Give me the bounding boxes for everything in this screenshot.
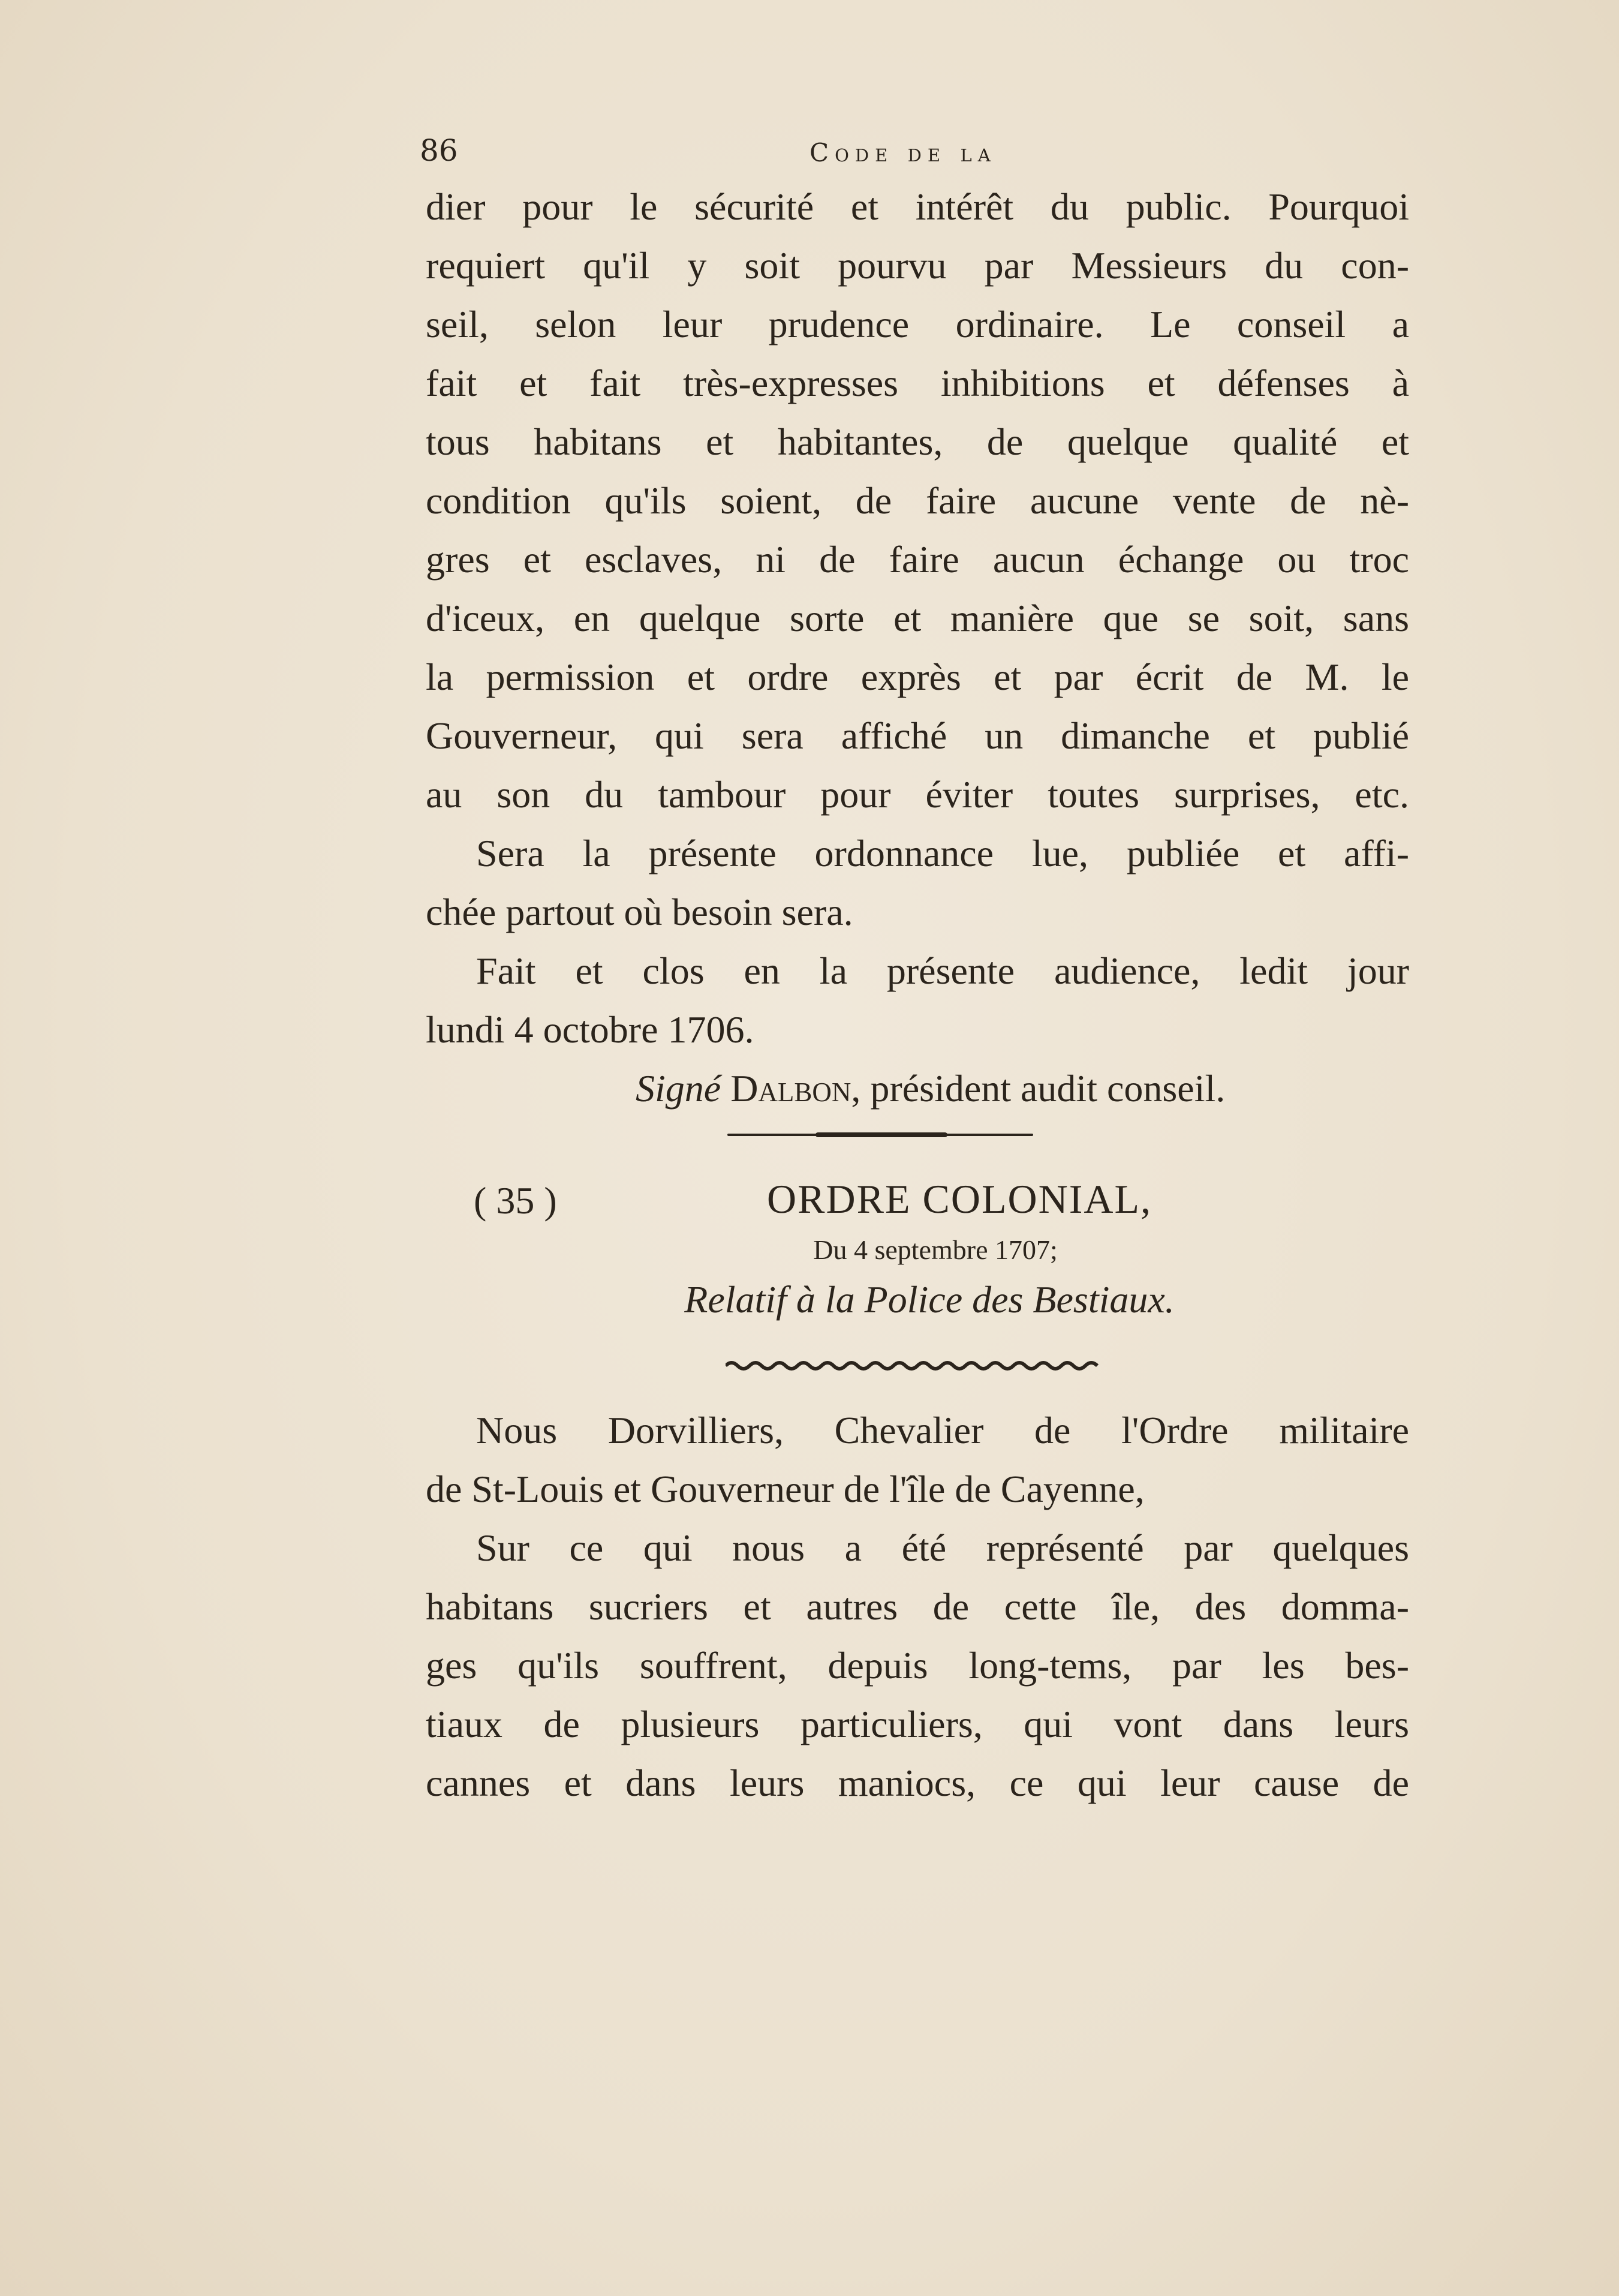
article-line: tiaux de plusieurs particuliers, qui vont dans leurs [426,1703,1409,1745]
article-line: habitans sucriers et autres de cette île, des domma- [426,1585,1409,1628]
text-line: Sera la présente ordonnance lue, publiée et affi- [476,832,1409,874]
article-subject: Relatif à la Police des Bestiaux. [684,1278,1175,1321]
text-line: seil, selon leur prudence ordinaire. Le conseil a [426,303,1409,345]
text-line: d'iceux, en quelque sorte et manière que se soit, sans [426,597,1409,639]
text-line: chée partout où besoin sera. [426,891,853,933]
text-line: au son du tambour pour éviter toutes surprises, etc. [426,773,1409,816]
article-line: de St-Louis et Gouverneur de l'île de Cayenne, [426,1468,1145,1510]
article-title: ORDRE COLONIAL, [767,1176,1152,1222]
article-number: ( 35 ) [474,1179,557,1222]
text-line: requiert qu'il y soit pourvu par Messieurs du con- [426,244,1409,287]
text-line: Fait et clos en la présente audience, ledit jour [476,949,1409,992]
text-line: lundi 4 octobre 1706. [426,1008,754,1051]
article-date: Du 4 septembre 1707; [813,1234,1058,1265]
text-line: gres et esclaves, ni de faire aucun échange ou troc [426,538,1409,581]
signatory-title: , président audit conseil. [851,1067,1226,1110]
signature-line [636,1062,1385,1116]
text-line: dier pour le sécurité et intérêt du public. Pourquoi [426,185,1409,228]
article-line [426,1404,1409,1457]
article-line: ges qu'ils souffrent, depuis long-tems, par les bes- [426,1644,1409,1687]
signed-label: Signé [636,1067,721,1110]
article-opening: Nous Dorvilliers, Chevalier de l'Ordre militaire [476,1409,1409,1451]
page-header [420,133,1415,175]
section-divider-rule-center [815,1132,947,1137]
text-line: fait et fait très-expresses inhibitions et défenses à [426,362,1409,404]
text-line: condition qu'ils soient, de faire aucune vente de nè- [426,479,1409,522]
page-number: 86 [420,133,458,168]
text-line: tous habitans et habitantes, de quelque qualité et [426,420,1409,463]
article-line: cannes et dans leurs maniocs, ce qui leur cause de [426,1762,1409,1804]
article-line: Sur ce qui nous a été représenté par quelques [476,1526,1409,1569]
wavy-ornament-rule [726,1359,1103,1373]
text-line: la permission et ordre exprès et par écrit de M. le [426,656,1409,698]
text-line: Gouverneur, qui sera affiché un dimanche et publié [426,714,1409,757]
running-head: Code de la [810,138,997,167]
signatory-name: Dalbon [730,1067,851,1110]
